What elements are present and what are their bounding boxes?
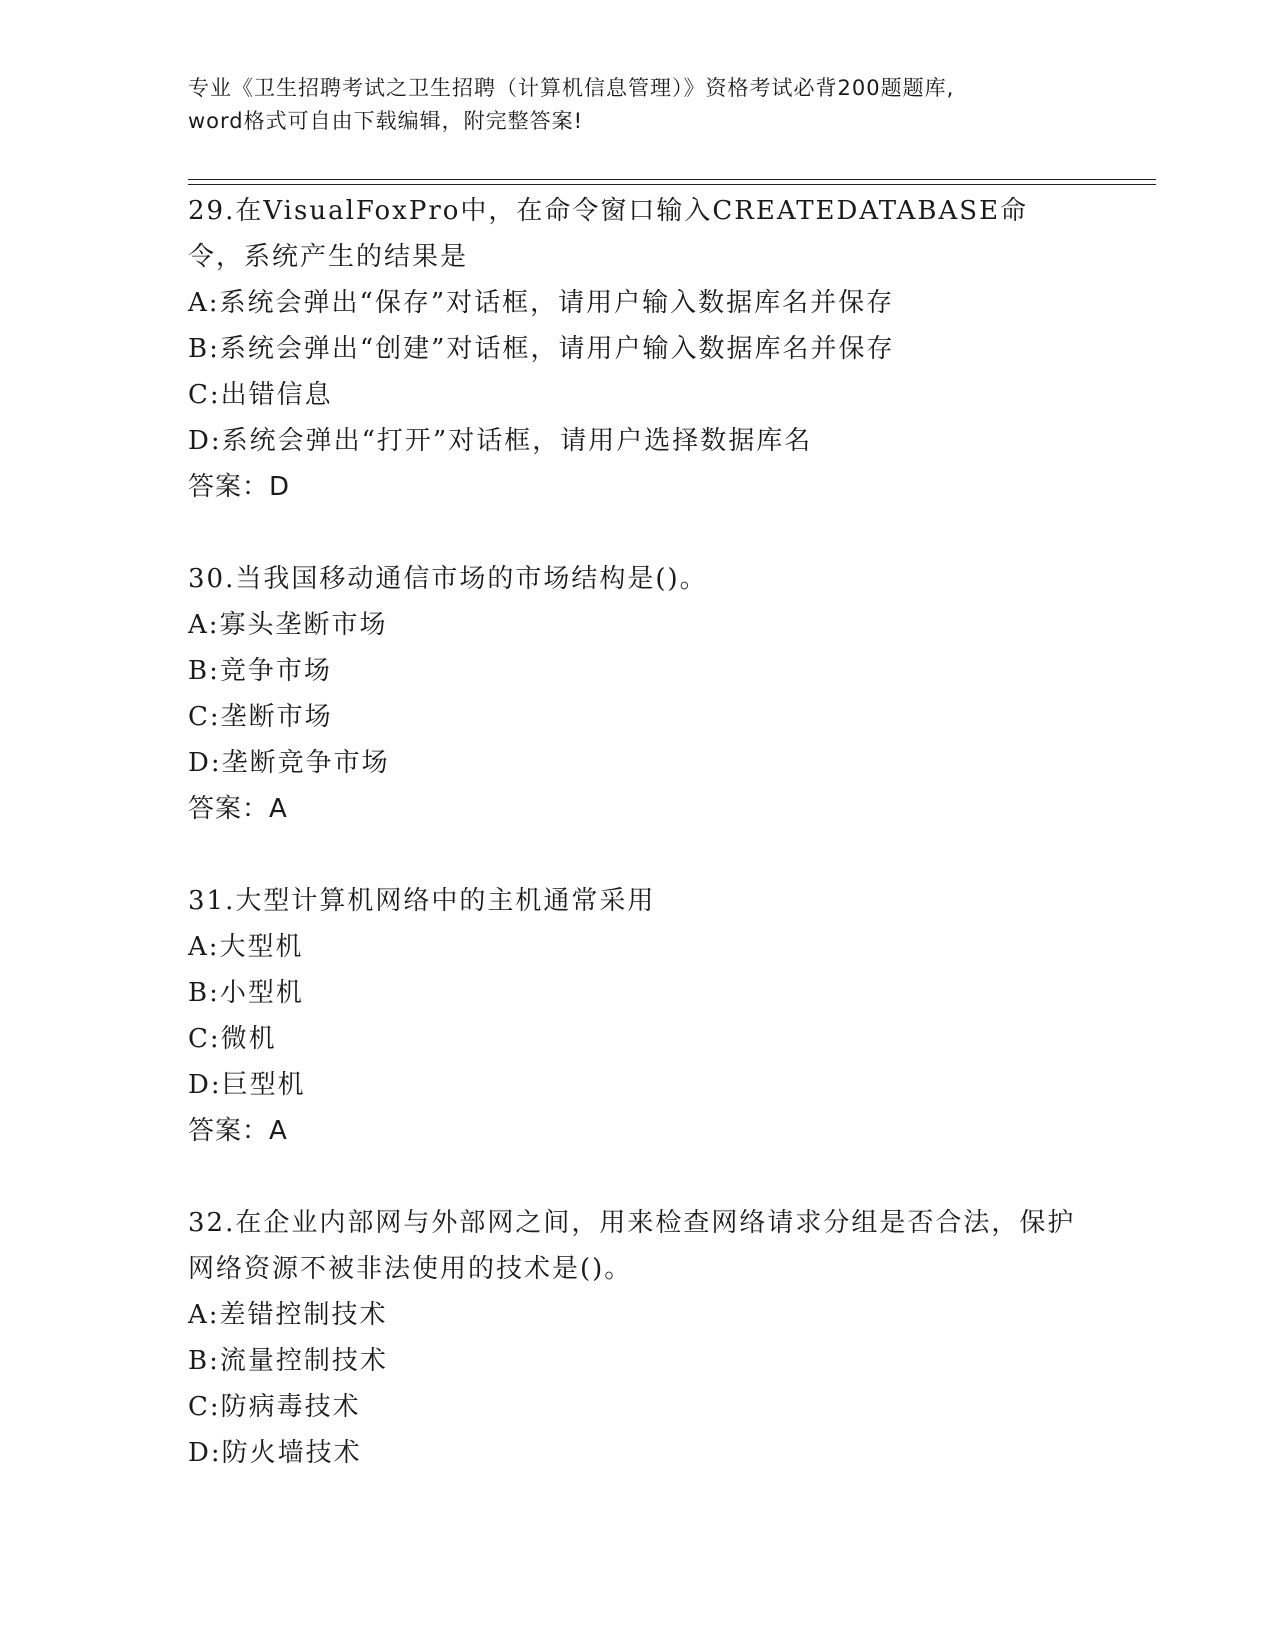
question-text: 29.在VisualFoxPro中，在命令窗口输入CREATEDATABASE命令，系统产生的结果是: [188, 196, 1029, 272]
question-32: [188, 1200, 1088, 1476]
question-text: 31.大型计算机网络中的主机通常采用: [188, 886, 656, 916]
option-d: D:防火墙技术: [188, 1438, 362, 1468]
answer: 答案：A: [188, 794, 288, 824]
question-30: [188, 556, 1088, 832]
question-text: 32.在企业内部网与外部网之间，用来检查网络请求分组是否合法，保护网络资源不被非法使用的技术是()。: [188, 1208, 1076, 1284]
question-29: [188, 188, 1088, 510]
header-line-1: 专业《卫生招聘考试之卫生招聘（计算机信息管理）》资格考试必背200题题库,: [188, 76, 955, 100]
option-b: B:流量控制技术: [188, 1346, 388, 1376]
option-c: C:微机: [188, 1024, 277, 1054]
document-header: [188, 72, 1088, 138]
option-b: B:系统会弹出“创建”对话框，请用户输入数据库名并保存: [188, 334, 895, 364]
option-a: A:大型机: [188, 932, 304, 962]
answer: 答案：A: [188, 1116, 288, 1146]
option-c: C:防病毒技术: [188, 1392, 361, 1422]
option-a: A:寡头垄断市场: [188, 610, 388, 640]
header-line-2: word格式可自由下载编辑，附完整答案!: [188, 109, 584, 133]
header-divider-top: [188, 179, 1156, 180]
question-31: [188, 878, 1088, 1154]
question-list: [188, 188, 1088, 1522]
option-b: B:竞争市场: [188, 656, 332, 686]
option-c: C:垄断市场: [188, 702, 333, 732]
option-b: B:小型机: [188, 978, 304, 1008]
option-c: C:出错信息: [188, 380, 333, 410]
answer: 答案：D: [188, 472, 291, 502]
question-text: 30.当我国移动通信市场的市场结构是()。: [188, 564, 708, 594]
option-a: A:系统会弹出“保存”对话框，请用户输入数据库名并保存: [188, 288, 895, 318]
header-divider-bottom: [188, 184, 1156, 185]
option-d: D:垄断竞争市场: [188, 748, 390, 778]
option-a: A:差错控制技术: [188, 1300, 388, 1330]
option-d: D:系统会弹出“打开”对话框，请用户选择数据库名: [188, 426, 813, 456]
option-d: D:巨型机: [188, 1070, 306, 1100]
